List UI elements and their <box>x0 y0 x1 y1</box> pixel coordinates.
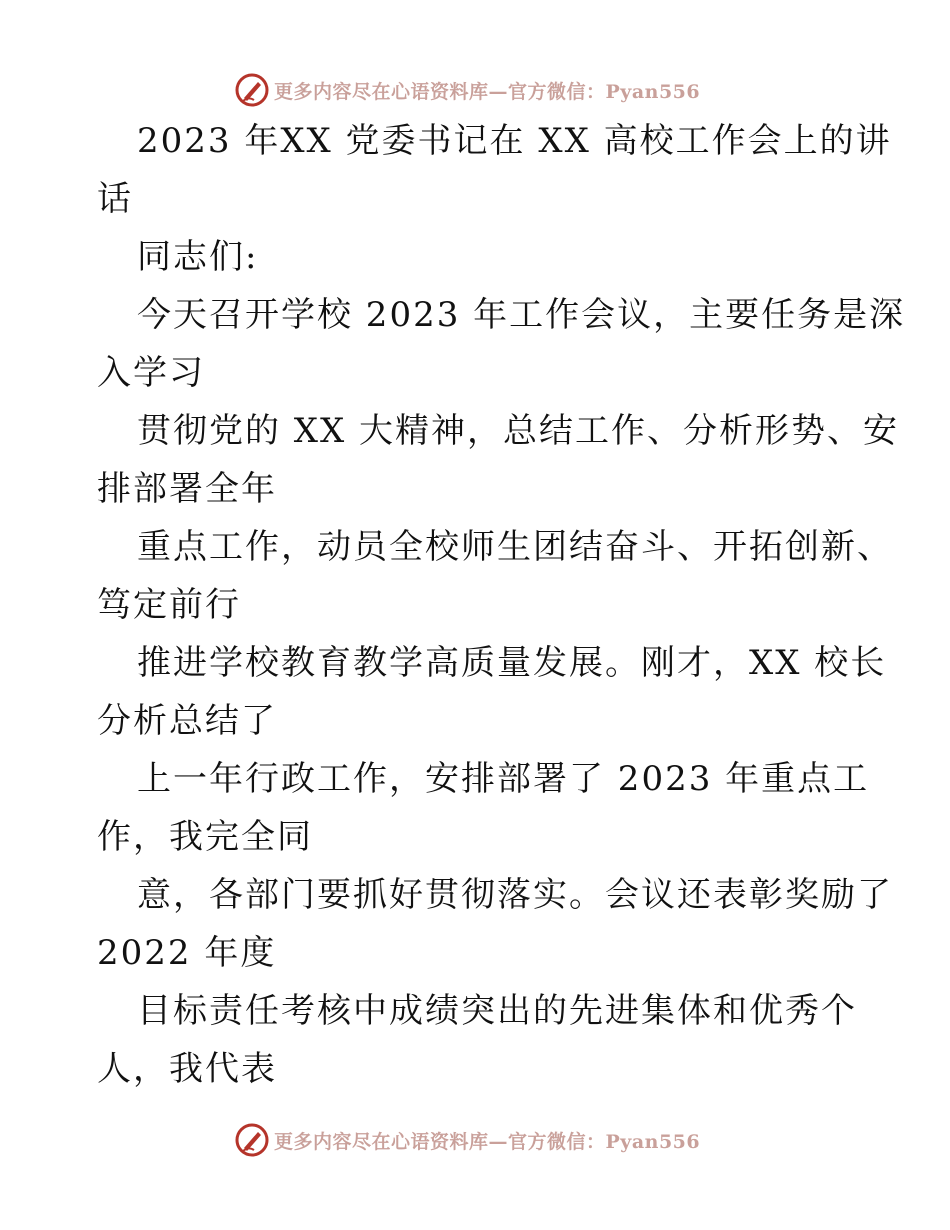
seal-pen-logo-icon <box>234 72 270 108</box>
footer-watermark <box>234 1120 714 1160</box>
paragraph-line: 作，我完全同 <box>97 817 313 857</box>
paragraph-line: 目标责任考核中成绩突出的先进集体和优秀个 <box>137 991 857 1031</box>
document-body <box>97 112 906 1098</box>
salutation: 同志们: <box>137 237 259 277</box>
paragraph-line: 推进学校教育教学高质量发展。刚才，XX 校长 <box>137 643 887 683</box>
paragraph-line: 重点工作，动员全校师生团结奋斗、开拓创新、 <box>137 527 893 567</box>
header-watermark <box>234 70 714 110</box>
paragraph-line: 人，我代表 <box>97 1049 277 1089</box>
paragraph-line: 入学习 <box>97 353 205 393</box>
paragraph-line: 笃定前行 <box>97 585 241 625</box>
doc-title-line-cont: 话 <box>97 179 133 219</box>
paragraph-line: 上一年行政工作，安排部署了 2023 年重点工 <box>137 759 870 799</box>
doc-title-line: 2023 年XX 党委书记在 XX 高校工作会上的讲 <box>137 121 892 161</box>
paragraph-line: 排部署全年 <box>97 469 277 509</box>
paragraph-line: 意，各部门要抓好贯彻落实。会议还表彰奖励了 <box>137 875 893 915</box>
paragraph-line: 今天召开学校 2023 年工作会议，主要任务是深 <box>137 295 906 335</box>
paragraph-line: 分析总结了 <box>97 701 277 741</box>
watermark-text: 更多内容尽在心语资料库—官方微信：Pyan556 <box>274 1130 701 1153</box>
seal-pen-logo-icon <box>234 1122 270 1158</box>
paragraph-line: 贯彻党的 XX 大精神，总结工作、分析形势、安 <box>137 411 900 451</box>
paragraph-line: 2022 年度 <box>97 933 277 973</box>
watermark-text: 更多内容尽在心语资料库—官方微信：Pyan556 <box>274 80 701 103</box>
